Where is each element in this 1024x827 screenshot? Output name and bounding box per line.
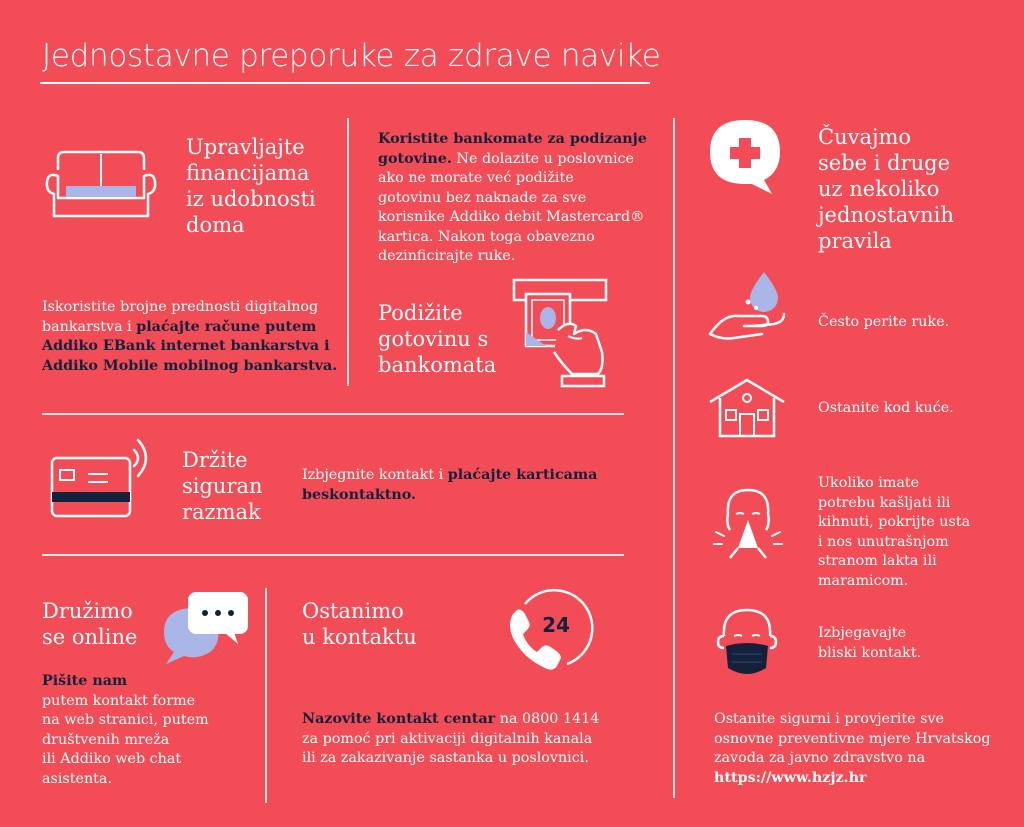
- divider-main-right: [673, 118, 675, 798]
- health-footer: [714, 710, 991, 788]
- phone-24h-icon: [505, 584, 601, 674]
- hzjz-link[interactable]: https://www.hzjz.hr: [714, 769, 867, 786]
- health-heading: [818, 124, 954, 254]
- health-heading-line: uz nekoliko: [818, 177, 940, 201]
- sofa-icon: [44, 150, 158, 220]
- distance-heading-line: razmak: [182, 500, 261, 524]
- finance-body-bold: Addiko Mobile mobilnog bankarstva.: [42, 357, 338, 374]
- online-heading-line: se online: [42, 625, 138, 649]
- page-title: Jednostavne preporuke za zdrave navike: [42, 38, 661, 74]
- medical-cross-bubble-icon: [706, 116, 784, 196]
- health-cough-line: i nos unutrašnjom: [818, 533, 949, 550]
- finance-body-line: Iskoristite brojne prednosti digitalnog: [42, 299, 319, 315]
- divider-row-2: [42, 554, 624, 556]
- online-body-line: asistenta.: [42, 770, 112, 787]
- finance-heading-line: financijama: [186, 161, 310, 185]
- atm-body-bold: Koristite bankomate za podizanje: [378, 131, 647, 147]
- face-mask-icon: [712, 606, 782, 682]
- health-heading-line: jednostavnih: [818, 203, 954, 227]
- contactless-card-icon: [50, 436, 160, 520]
- finance-body: [42, 298, 337, 376]
- atm-body-text: dezinficirajte ruke.: [378, 248, 516, 264]
- distance-body: [302, 466, 597, 505]
- health-mask-line: Izbjegavajte: [818, 625, 907, 641]
- contact-body-line: ili za zakazivanje sastanka u poslovnici.: [302, 750, 589, 766]
- atm-heading-line: gotovinu s: [378, 327, 489, 351]
- divider-finance-atm: [347, 118, 349, 386]
- online-heading: [42, 598, 137, 650]
- health-heading-line: pravila: [818, 229, 892, 253]
- finance-heading-line: Upravljajte: [186, 135, 305, 159]
- health-heading-line: sebe i druge: [818, 151, 951, 175]
- atm-heading: [378, 300, 496, 378]
- health-mask-text: [818, 624, 921, 663]
- title-underline: [40, 82, 650, 84]
- house-icon: [708, 378, 786, 438]
- divider-online-contact: [265, 588, 267, 803]
- atm-body-text: korisnike Addiko debit Mastercard®: [378, 209, 645, 225]
- contact-body: [302, 710, 599, 769]
- online-body: [42, 672, 209, 789]
- online-body-line: na web stranici, putem: [42, 712, 209, 728]
- finance-heading-line: doma: [186, 213, 245, 237]
- distance-heading-line: Držite: [182, 448, 248, 472]
- distance-body-bold: plaćajte karticama: [447, 467, 598, 483]
- online-body-line: putem kontakt forme: [42, 692, 196, 709]
- atm-body: [378, 130, 647, 267]
- health-footer-line: osnovne preventivne mjere Hrvatskog: [714, 730, 991, 747]
- finance-body-text: bankarstva i: [42, 318, 137, 335]
- health-cough-line: Ukoliko imate: [818, 475, 920, 491]
- atm-heading-line: Podižite: [378, 301, 463, 325]
- health-mask-line: bliski kontakt.: [818, 644, 922, 661]
- health-cough-text: [818, 474, 970, 591]
- finance-heading: [186, 134, 316, 238]
- health-cough-line: stranom lakta ili: [818, 553, 937, 569]
- sneeze-cover-icon: [708, 484, 788, 560]
- distance-body-text: Izbjegnite kontakt i: [302, 467, 448, 483]
- distance-body-bold: beskontaktno.: [302, 486, 417, 503]
- atm-body-text: gotovinu bez naknade za sve: [378, 189, 587, 206]
- divider-row-1: [42, 413, 624, 415]
- online-body-line: ili Addiko web chat: [42, 751, 182, 767]
- contact-heading: [302, 598, 417, 650]
- contact-body-text: na 0800 1414: [495, 711, 600, 727]
- distance-heading-line: siguran: [182, 474, 263, 498]
- chat-bubbles-icon: [160, 590, 252, 666]
- atm-body-text: ako ne morate već podižite: [378, 170, 574, 186]
- hand-wash-icon: [708, 268, 788, 344]
- contact-heading-line: u kontaktu: [302, 625, 417, 649]
- online-heading-line: Družimo: [42, 599, 133, 623]
- atm-heading-line: bankomata: [378, 353, 497, 377]
- distance-heading: [182, 447, 263, 525]
- finance-body-bold: plaćajte račune putem: [136, 318, 317, 335]
- health-footer-line: zavoda za javno zdravstvo na: [714, 750, 926, 766]
- health-home-text: Ostanite kod kuće.: [818, 400, 954, 416]
- atm-body-text: Ne dolazite u poslovnice: [451, 150, 635, 167]
- atm-body-text: kartica. Nakon toga obavezno: [378, 228, 595, 245]
- online-body-bold: Pišite nam: [42, 673, 128, 689]
- atm-body-bold: gotovine.: [378, 150, 452, 167]
- finance-body-bold: Addiko EBank internet bankarstva i: [42, 338, 330, 354]
- clock-label: 24: [542, 613, 570, 637]
- health-cough-line: kihnuti, pokrijte usta: [818, 514, 971, 530]
- atm-cash-icon: [512, 278, 612, 390]
- contact-heading-line: Ostanimo: [302, 599, 404, 623]
- health-cough-line: maramicom.: [818, 572, 909, 589]
- health-footer-line: Ostanite sigurni i provjerite sve: [714, 711, 944, 727]
- finance-heading-line: iz udobnosti: [186, 187, 316, 211]
- contact-body-bold: Nazovite kontakt centar: [302, 711, 496, 727]
- health-cough-line: potrebu kašljati ili: [818, 494, 951, 511]
- contact-body-line: za pomoć pri aktivaciji digitalnih kanala: [302, 730, 593, 747]
- health-wash-text: Često perite ruke.: [818, 314, 950, 330]
- health-heading-line: Čuvajmo: [818, 125, 912, 149]
- online-body-line: društvenih mreža: [42, 731, 170, 748]
